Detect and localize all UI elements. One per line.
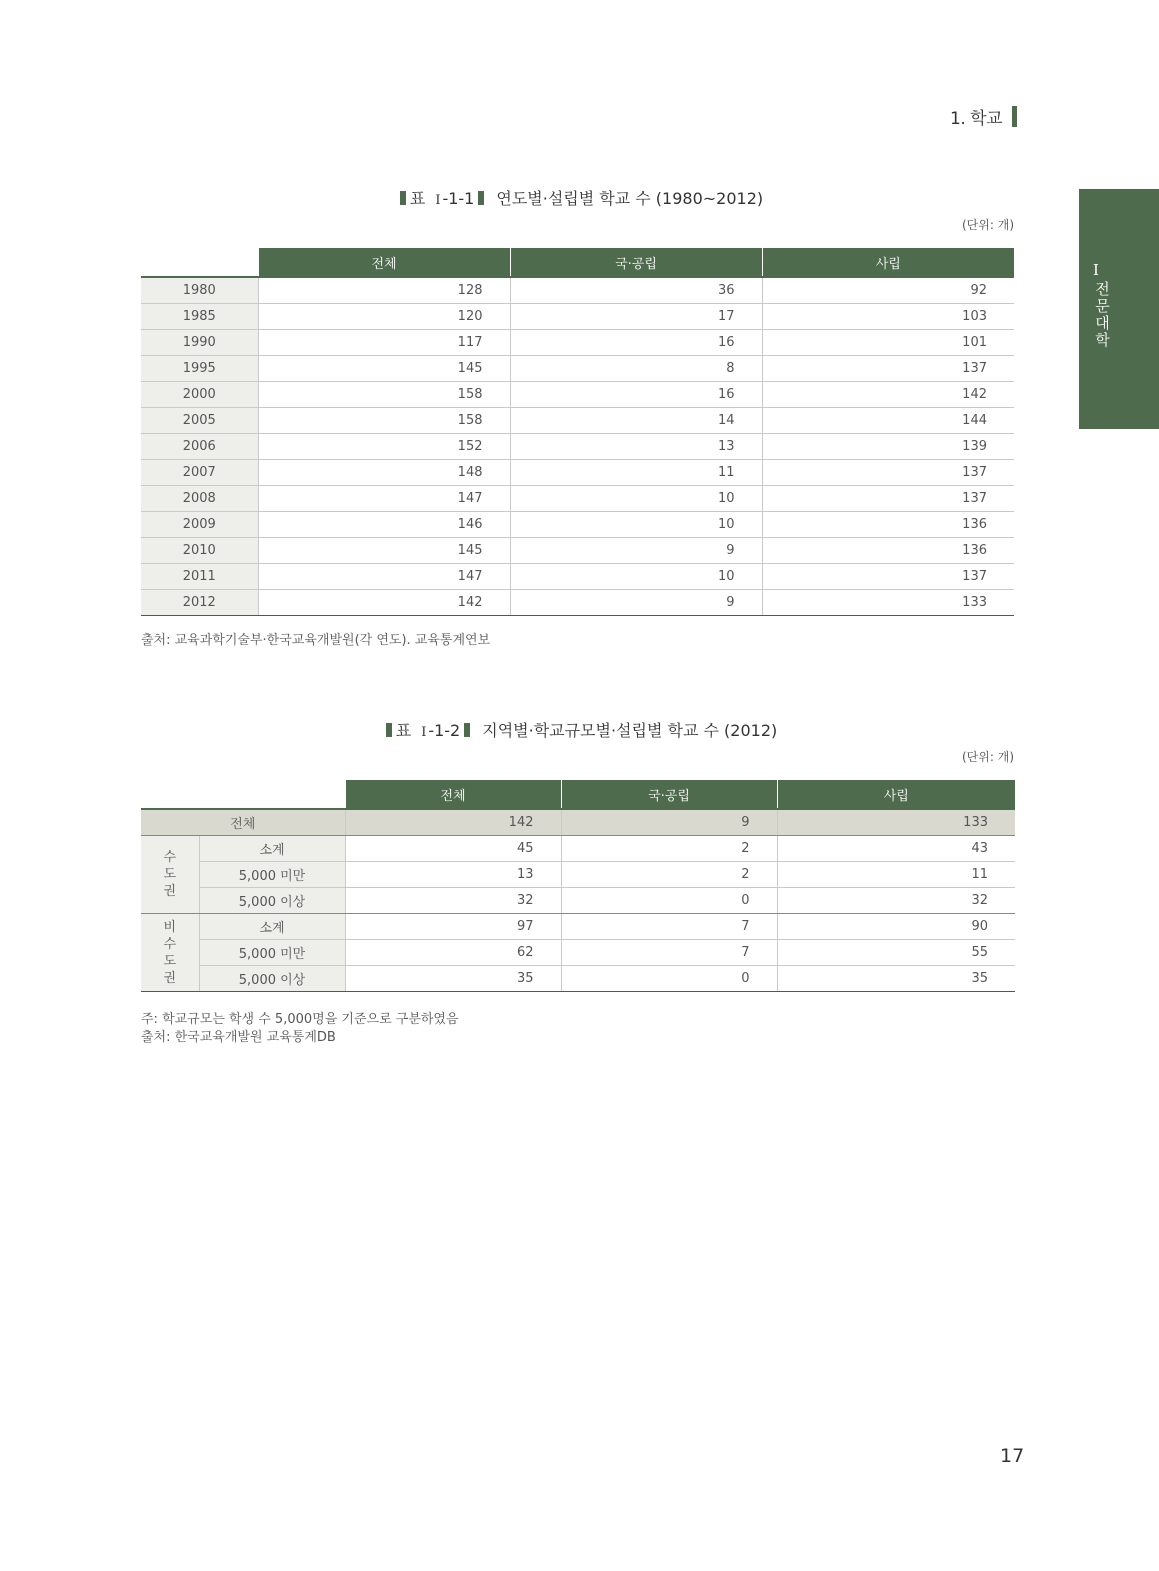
region-char: 도	[163, 867, 177, 882]
cell-private: 55	[777, 940, 1015, 966]
title-marker	[400, 191, 406, 205]
table2-title	[0, 718, 1159, 741]
table-row	[141, 914, 1015, 940]
cell-total: 158	[258, 408, 510, 434]
cell-total: 145	[258, 356, 510, 382]
table-row	[141, 382, 1014, 408]
cell-year: 1980	[141, 277, 258, 304]
row-label: 전체	[141, 809, 345, 836]
cell-private: 137	[762, 486, 1014, 512]
cell-total: 13	[345, 862, 561, 888]
table-row	[141, 564, 1014, 590]
region-char: 수	[163, 936, 177, 952]
region-char: 권	[163, 884, 177, 899]
cell-private: 43	[777, 836, 1015, 862]
region-label	[141, 914, 199, 992]
cell-public: 8	[510, 356, 762, 382]
table2-number: -1-2	[428, 721, 461, 740]
cell-private: 101	[762, 330, 1014, 356]
cell-total: 147	[258, 564, 510, 590]
row-label: 5,000 이상	[199, 966, 345, 992]
table-row	[141, 277, 1014, 304]
title-marker	[478, 191, 484, 205]
row-label: 소계	[199, 836, 345, 862]
cell-private: 11	[777, 862, 1015, 888]
cell-public: 17	[510, 304, 762, 330]
cell-total: 147	[258, 486, 510, 512]
table2-source: 출처: 한국교육개발원 교육통계DB	[141, 1030, 336, 1045]
region-char: 수	[163, 850, 177, 865]
page-number: 17	[1000, 1445, 1025, 1467]
table-row	[141, 538, 1014, 564]
table-row	[141, 486, 1014, 512]
cell-total: 148	[258, 460, 510, 486]
cell-year: 2010	[141, 538, 258, 564]
cell-total: 120	[258, 304, 510, 330]
cell-private: 90	[777, 914, 1015, 940]
cell-total: 145	[258, 538, 510, 564]
cell-total: 35	[345, 966, 561, 992]
region-char: 비	[163, 919, 177, 935]
table1-source: 출처: 교육과학기술부·한국교육개발원(각 연도). 교육통계연보	[141, 633, 491, 648]
cell-public: 16	[510, 382, 762, 408]
cell-public: 10	[510, 564, 762, 590]
cell-total: 142	[258, 590, 510, 616]
cell-year: 2012	[141, 590, 258, 616]
cell-total: 117	[258, 330, 510, 356]
cell-public: 0	[561, 888, 777, 914]
cell-public: 9	[510, 590, 762, 616]
cell-public: 7	[561, 940, 777, 966]
cell-year: 1990	[141, 330, 258, 356]
cell-year: 2005	[141, 408, 258, 434]
running-header	[950, 104, 1017, 129]
cell-year: 2007	[141, 460, 258, 486]
cell-year: 1995	[141, 356, 258, 382]
cell-public: 2	[561, 836, 777, 862]
cell-private: 136	[762, 538, 1014, 564]
table2-corner	[141, 780, 345, 809]
cell-private: 144	[762, 408, 1014, 434]
col-header-public: 국·공립	[561, 780, 777, 809]
table-row	[141, 460, 1014, 486]
table1-title	[0, 186, 1159, 209]
cell-year: 2006	[141, 434, 258, 460]
cell-total: 142	[345, 809, 561, 836]
cell-year: 2011	[141, 564, 258, 590]
cell-public: 2	[561, 862, 777, 888]
cell-private: 142	[762, 382, 1014, 408]
table-row	[141, 836, 1015, 862]
cell-year: 2009	[141, 512, 258, 538]
table-row	[141, 512, 1014, 538]
cell-total: 32	[345, 888, 561, 914]
chapter-roman-numeral: I	[1093, 261, 1099, 279]
row-label: 5,000 미만	[199, 862, 345, 888]
cell-total: 128	[258, 277, 510, 304]
cell-total: 146	[258, 512, 510, 538]
row-label: 5,000 미만	[199, 940, 345, 966]
cell-private: 32	[777, 888, 1015, 914]
title-marker	[386, 723, 392, 737]
cell-private: 92	[762, 277, 1014, 304]
cell-private: 133	[777, 809, 1015, 836]
cell-private: 35	[777, 966, 1015, 992]
table-row	[141, 434, 1014, 460]
cell-public: 10	[510, 486, 762, 512]
cell-public: 16	[510, 330, 762, 356]
cell-public: 9	[510, 538, 762, 564]
cell-year: 2008	[141, 486, 258, 512]
cell-year: 1985	[141, 304, 258, 330]
chapter-label: 전문대학	[1093, 281, 1111, 349]
cell-private: 137	[762, 460, 1014, 486]
table1-roman: I	[435, 193, 441, 208]
cell-public: 14	[510, 408, 762, 434]
table1-corner	[141, 248, 258, 277]
cell-total: 45	[345, 836, 561, 862]
section-title: 1. 학교	[950, 109, 1002, 129]
table2-unit: (단위: 개)	[962, 750, 1014, 764]
table2-prefix: 표	[395, 721, 412, 740]
table1-header-row	[141, 248, 1014, 277]
table2-total-row	[141, 809, 1015, 836]
header-accent-bar	[1012, 106, 1017, 127]
cell-public: 11	[510, 460, 762, 486]
row-label: 소계	[199, 914, 345, 940]
table2-caption: 지역별·학교규모별·설립별 학교 수 (2012)	[482, 721, 778, 740]
table1-unit: (단위: 개)	[962, 218, 1014, 232]
table-row	[141, 330, 1014, 356]
cell-public: 13	[510, 434, 762, 460]
table2	[141, 780, 1015, 992]
table1	[141, 248, 1014, 616]
cell-private: 137	[762, 564, 1014, 590]
col-header-private: 사립	[762, 248, 1014, 277]
cell-year: 2000	[141, 382, 258, 408]
table1-caption: 연도별·설립별 학교 수 (1980~2012)	[496, 189, 764, 208]
row-label: 5,000 이상	[199, 888, 345, 914]
table-row	[141, 590, 1014, 616]
table-row	[141, 304, 1014, 330]
table-row	[141, 862, 1015, 888]
cell-private: 136	[762, 512, 1014, 538]
table-row	[141, 888, 1015, 914]
table2-notes	[141, 1011, 459, 1047]
table-row	[141, 356, 1014, 382]
cell-total: 158	[258, 382, 510, 408]
region-label	[141, 836, 199, 914]
region-char: 권	[163, 970, 177, 986]
cell-public: 10	[510, 512, 762, 538]
cell-private: 139	[762, 434, 1014, 460]
table-row	[141, 940, 1015, 966]
cell-public: 36	[510, 277, 762, 304]
cell-private: 103	[762, 304, 1014, 330]
cell-public: 9	[561, 809, 777, 836]
table2-header-row	[141, 780, 1015, 809]
col-header-private: 사립	[777, 780, 1015, 809]
cell-total: 62	[345, 940, 561, 966]
cell-total: 97	[345, 914, 561, 940]
title-marker	[464, 723, 470, 737]
cell-public: 7	[561, 914, 777, 940]
cell-public: 0	[561, 966, 777, 992]
table2-roman: I	[421, 725, 427, 740]
table-row	[141, 408, 1014, 434]
col-header-total: 전체	[345, 780, 561, 809]
col-header-total: 전체	[258, 248, 510, 277]
chapter-side-tab	[1079, 189, 1159, 429]
table2-note: 주: 학교규모는 학생 수 5,000명을 기준으로 구분하였음	[141, 1012, 459, 1027]
table1-number: -1-1	[442, 189, 475, 208]
cell-private: 133	[762, 590, 1014, 616]
table1-prefix: 표	[409, 189, 426, 208]
cell-private: 137	[762, 356, 1014, 382]
col-header-public: 국·공립	[510, 248, 762, 277]
table-row	[141, 966, 1015, 992]
region-char: 도	[163, 953, 177, 969]
cell-total: 152	[258, 434, 510, 460]
